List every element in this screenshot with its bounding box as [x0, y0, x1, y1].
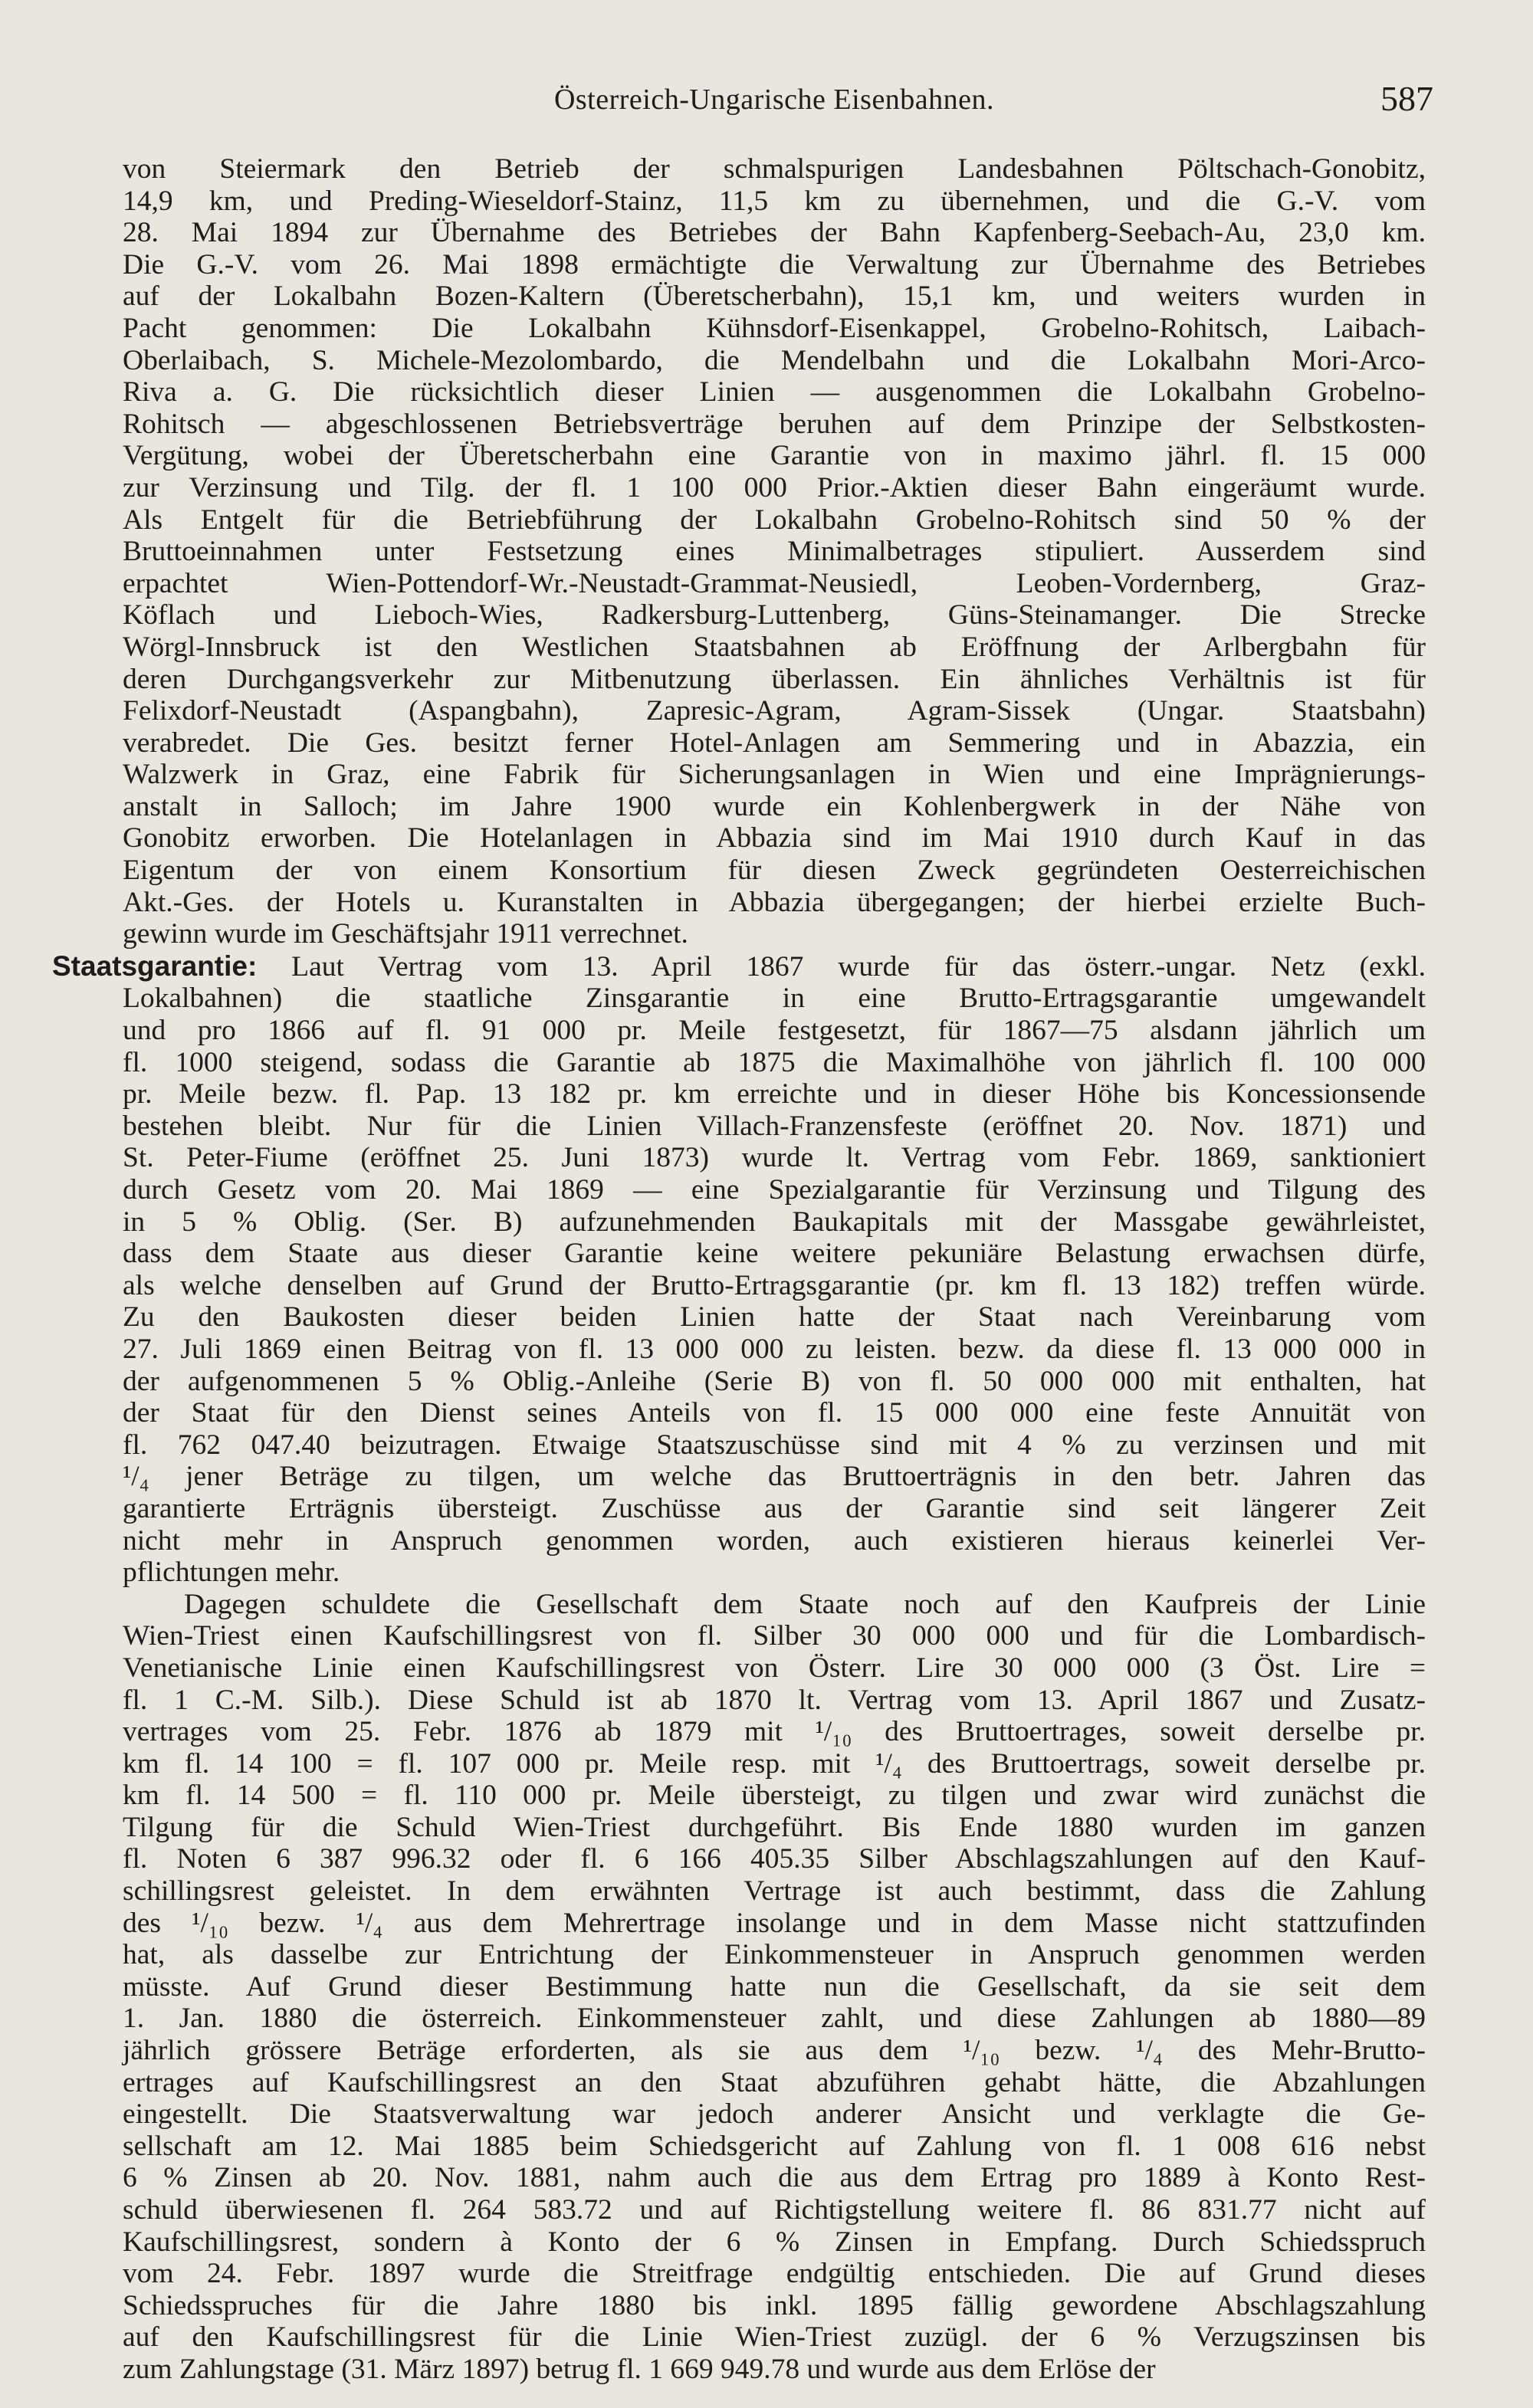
text-line: Staatsgarantie: Laut Vertrag vom 13. April 1867 wurde für das österr.-ungar. Netz (exkl. — [52, 950, 1426, 983]
paragraph-kaufschillingsrest — [123, 1589, 1426, 2386]
text-line: Wörgl-Innsbruck ist den Westlichen Staatsbahnen ab Eröffnung der Arlbergbahn für — [123, 631, 1426, 663]
text-line: nicht mehr in Anspruch genommen worden, auch existieren hieraus keinerlei Ver- — [123, 1524, 1426, 1557]
text-line: erpachtet Wien-Pottendorf-Wr.-Neustadt-Grammat-Neusiedl, Leoben-Vordernberg, Graz- — [123, 567, 1426, 599]
text-line: Tilgung für die Schuld Wien-Triest durchgeführt. Bis Ende 1880 wurden im ganzen — [123, 1811, 1426, 1843]
text-line: Bruttoeinnahmen unter Festsetzung eines Minimalbetrages stipuliert. Ausserdem sind — [123, 536, 1426, 568]
text-line: fl. 762 047.40 beizutragen. Etwaige Staatszuschüsse sind mit 4 % zu verzinsen und mit — [123, 1429, 1426, 1461]
text-line: schillingsrest geleistet. In dem erwähnten Vertrage ist auch bestimmt, dass die Zahlung — [123, 1875, 1426, 1908]
text-line: als welche denselben auf Grund der Brutto-Ertragsgarantie (pr. km fl. 13 182) treffen würde. — [123, 1269, 1426, 1301]
text-line: Felixdorf-Neustadt (Aspangbahn), Zapresic-Agram, Agram-Sissek (Ungar. Staatsbahn) — [123, 695, 1426, 727]
text-line: auf der Lokalbahn Bozen-Kaltern (Überetscherbahn), 15,1 km, und weiters wurden in — [123, 280, 1426, 313]
text-line: Akt.-Ges. der Hotels u. Kuranstalten in Abbazia übergegangen; der hierbei erzielte Buch- — [123, 886, 1426, 918]
body-text — [52, 153, 1426, 2386]
text-line: 14,9 km, und Preding-Wieseldorf-Stainz, 11,5 km zu übernehmen, und die G.-V. vom — [123, 185, 1426, 217]
text-line: Kaufschillingsrest, sondern à Konto der 6 % Zinsen in Empfang. Durch Schiedsspruch — [123, 2226, 1426, 2258]
text-line: deren Durchgangsverkehr zur Mitbenutzung überlassen. Ein ähnliches Verhältnis ist für — [123, 663, 1426, 695]
text-line: jährlich grössere Beträge erforderten, als sie aus dem ¹/₁₀ bezw. ¹/₄ des Mehr-Brutto- — [123, 2035, 1426, 2067]
text-line: pflichtungen mehr. — [123, 1557, 340, 1589]
text-line: des ¹/₁₀ bezw. ¹/₄ aus dem Mehrertrage insolange und in dem Masse nicht stattzufinden — [123, 1907, 1426, 1939]
text-line: vertrages vom 25. Febr. 1876 ab 1879 mit ¹/₁₀ des Bruttoertrages, soweit derselbe pr. — [123, 1716, 1426, 1748]
text-line: 28. Mai 1894 zur Übernahme des Betriebes der Bahn Kapfenberg-Seebach-Au, 23,0 km. — [123, 217, 1426, 249]
text-line: Vergütung, wobei der Überetscherbahn eine Garantie von in maximo jährl. fl. 15 000 — [123, 440, 1426, 472]
text-line: schuld überwiesenen fl. 264 583.72 und auf Richtigstellung weitere fl. 86 831.77 nicht auf — [123, 2194, 1426, 2226]
text-line: zur Verzinsung und Tilg. der fl. 1 100 000 Prior.-Aktien dieser Bahn eingeräumt wurde. — [123, 471, 1426, 504]
text-line: bestehen bleibt. Nur für die Linien Villach-Franzensfeste (eröffnet 20. Nov. 1871) und — [123, 1110, 1426, 1142]
page-number: 587 — [1380, 79, 1433, 118]
page-header — [115, 77, 1433, 130]
text-line: Rohitsch — abgeschlossenen Betriebsverträge beruhen auf dem Prinzipe der Selbstkosten- — [123, 408, 1426, 440]
text-line: anstalt in Salloch; im Jahre 1900 wurde ein Kohlenbergwerk in der Nähe von — [123, 790, 1426, 822]
text-line: müsste. Auf Grund dieser Bestimmung hatte nun die Gesellschaft, da sie seit dem — [123, 1970, 1426, 2003]
text-line: km fl. 14 100 = fl. 107 000 pr. Meile resp. mit ¹/₄ des Bruttoertrags, soweit derselbe pr. — [123, 1747, 1426, 1780]
text-line: dass dem Staate aus dieser Garantie keine weitere pekuniäre Belastung erwachsen dürfe, — [123, 1238, 1426, 1270]
text-line: St. Peter-Fiume (eröffnet 25. Juni 1873) wurde lt. Vertrag vom Febr. 1869, sanktioniert — [123, 1142, 1426, 1174]
text-line: vom 24. Febr. 1897 wurde die Streitfrage endgültig entschieden. Die auf Grund dieses — [123, 2258, 1426, 2290]
text-line: Venetianische Linie einen Kaufschillingsrest von Österr. Lire 30 000 000 (3 Öst. Lire = — [123, 1652, 1426, 1684]
text-line: 6 % Zinsen ab 20. Nov. 1881, nahm auch die aus dem Ertrag pro 1889 à Konto Rest- — [123, 2162, 1426, 2194]
text-line: Eigentum der von einem Konsortium für diesen Zweck gegründeten Oesterreichischen — [123, 855, 1426, 887]
text-line: in 5 % Oblig. (Ser. B) aufzunehmenden Baukapitals mit der Massgabe gewährleistet, — [123, 1206, 1426, 1238]
text-line: eingestellt. Die Staatsverwaltung war jedoch anderer Ansicht und verklagte die Ge- — [123, 2098, 1426, 2131]
text-line: 1. Jan. 1880 die österreich. Einkommensteuer zahlt, und diese Zahlungen ab 1880—89 — [123, 2003, 1426, 2035]
text-line: fl. Noten 6 387 996.32 oder fl. 6 166 405.35 Silber Abschlagszahlungen auf den Kauf- — [123, 1843, 1426, 1875]
text-line: Die G.-V. vom 26. Mai 1898 ermächtigte die Verwaltung zur Übernahme des Betriebes — [123, 248, 1426, 280]
text-line: Schiedsspruches für die Jahre 1880 bis inkl. 1895 fällig gewordene Abschlagszahlung — [123, 2289, 1426, 2321]
text-line: von Steiermark den Betrieb der schmalspurigen Landesbahnen Pöltschach-Gonobitz, — [123, 153, 1426, 185]
text-line: durch Gesetz vom 20. Mai 1869 — eine Spezialgarantie für Verzinsung und Tilgung des — [123, 1174, 1426, 1206]
text-line: garantierte Erträgnis übersteigt. Zuschüsse aus der Garantie sind seit längerer Zeit — [123, 1492, 1426, 1524]
section-lead-term: Staatsgarantie: — [52, 950, 258, 982]
text-line: Dagegen schuldete die Gesellschaft dem Staate noch auf den Kaufpreis der Linie — [184, 1588, 1426, 1620]
text-line: ertrages auf Kaufschillingsrest an den Staat abzuführen gehabt hätte, die Abzahlungen — [123, 2066, 1426, 2098]
text-line: Köflach und Lieboch-Wies, Radkersburg-Luttenberg, Güns-Steinamanger. Die Strecke — [123, 599, 1426, 632]
text-line: Oberlaibach, S. Michele-Mezolombardo, die Mendelbahn und die Lokalbahn Mori-Arco- — [123, 344, 1426, 376]
text-line: Als Entgelt für die Betriebführung der Lokalbahn Grobelno-Rohitsch sind 50 % der — [123, 504, 1426, 536]
text-line: gewinn wurde im Geschäftsjahr 1911 verrechnet. — [123, 918, 688, 950]
text-line: Gonobitz erworben. Die Hotelanlagen in Abbazia sind im Mai 1910 durch Kauf in das — [123, 822, 1426, 855]
text-line: Pacht genommen: Die Lokalbahn Kühnsdorf-Eisenkappel, Grobelno-Rohitsch, Laibach- — [123, 312, 1426, 344]
text-line: Wien-Triest einen Kaufschillingsrest von fl. Silber 30 000 000 und für die Lombardisch- — [123, 1620, 1426, 1652]
paragraph-continuation — [123, 153, 1426, 950]
text-line: pr. Meile bezw. fl. Pap. 13 182 pr. km erreichte und in dieser Höhe bis Koncessionsende — [123, 1078, 1426, 1111]
text-line: Zu den Baukosten dieser beiden Linien hatte der Staat nach Vereinbarung vom — [123, 1301, 1426, 1334]
text-line: der aufgenommenen 5 % Oblig.-Anleihe (Serie B) von fl. 50 000 000 mit enthalten, hat — [123, 1365, 1426, 1397]
text-line: und pro 1866 auf fl. 91 000 pr. Meile festgesetzt, für 1867—75 alsdann jährlich um — [123, 1015, 1426, 1047]
text-line: fl. 1000 steigend, sodass die Garantie ab 1875 die Maximalhöhe von jährlich fl. 100 000 — [123, 1046, 1426, 1078]
text-line: der Staat für den Dienst seines Anteils von fl. 15 000 000 eine feste Annuität von — [123, 1397, 1426, 1429]
text-line: verabredet. Die Ges. besitzt ferner Hotel-Anlagen am Semmering und in Abazzia, ein — [123, 727, 1426, 759]
paragraph-staatsgarantie — [52, 950, 1426, 1589]
text-line: sellschaft am 12. Mai 1885 beim Schiedsgericht auf Zahlung von fl. 1 008 616 nebst — [123, 2130, 1426, 2162]
text-line: auf den Kaufschillingsrest für die Linie Wien-Triest zuzügl. der 6 % Verzugszinsen bis — [123, 2321, 1426, 2354]
text-line: 27. Juli 1869 einen Beitrag von fl. 13 000 000 zu leisten. bezw. da diese fl. 13 000 000 in — [123, 1333, 1426, 1365]
running-title: Österreich-Ungarische Eisenbahnen. — [553, 84, 995, 116]
text-line: km fl. 14 500 = fl. 110 000 pr. Meile übersteigt, zu tilgen und zwar wird zunächst die — [123, 1780, 1426, 1812]
text-line: Riva a. G. Die rücksichtlich dieser Linien — ausgenommen die Lokalbahn Grobelno- — [123, 376, 1426, 408]
text-line: ¹/₄ jener Beträge zu tilgen, um welche das Bruttoerträgnis in den betr. Jahren das — [123, 1461, 1426, 1493]
text-line: Walzwerk in Graz, eine Fabrik für Sicherungsanlagen in Wien und eine Imprägnierungs- — [123, 759, 1426, 791]
text-line: zum Zahlungstage (31. März 1897) betrug fl. 1 669 949.78 und wurde aus dem Erlöse der — [123, 2353, 1156, 2385]
text-line: fl. 1 C.-M. Silb.). Diese Schuld ist ab 1870 lt. Vertrag vom 13. April 1867 und Zusatz- — [123, 1684, 1426, 1716]
text-line: hat, als dasselbe zur Entrichtung der Einkommensteuer in Anspruch genommen werden — [123, 1939, 1426, 1971]
text-line: Lokalbahnen) die staatliche Zinsgarantie in eine Brutto-Ertragsgarantie umgewandelt — [123, 983, 1426, 1015]
